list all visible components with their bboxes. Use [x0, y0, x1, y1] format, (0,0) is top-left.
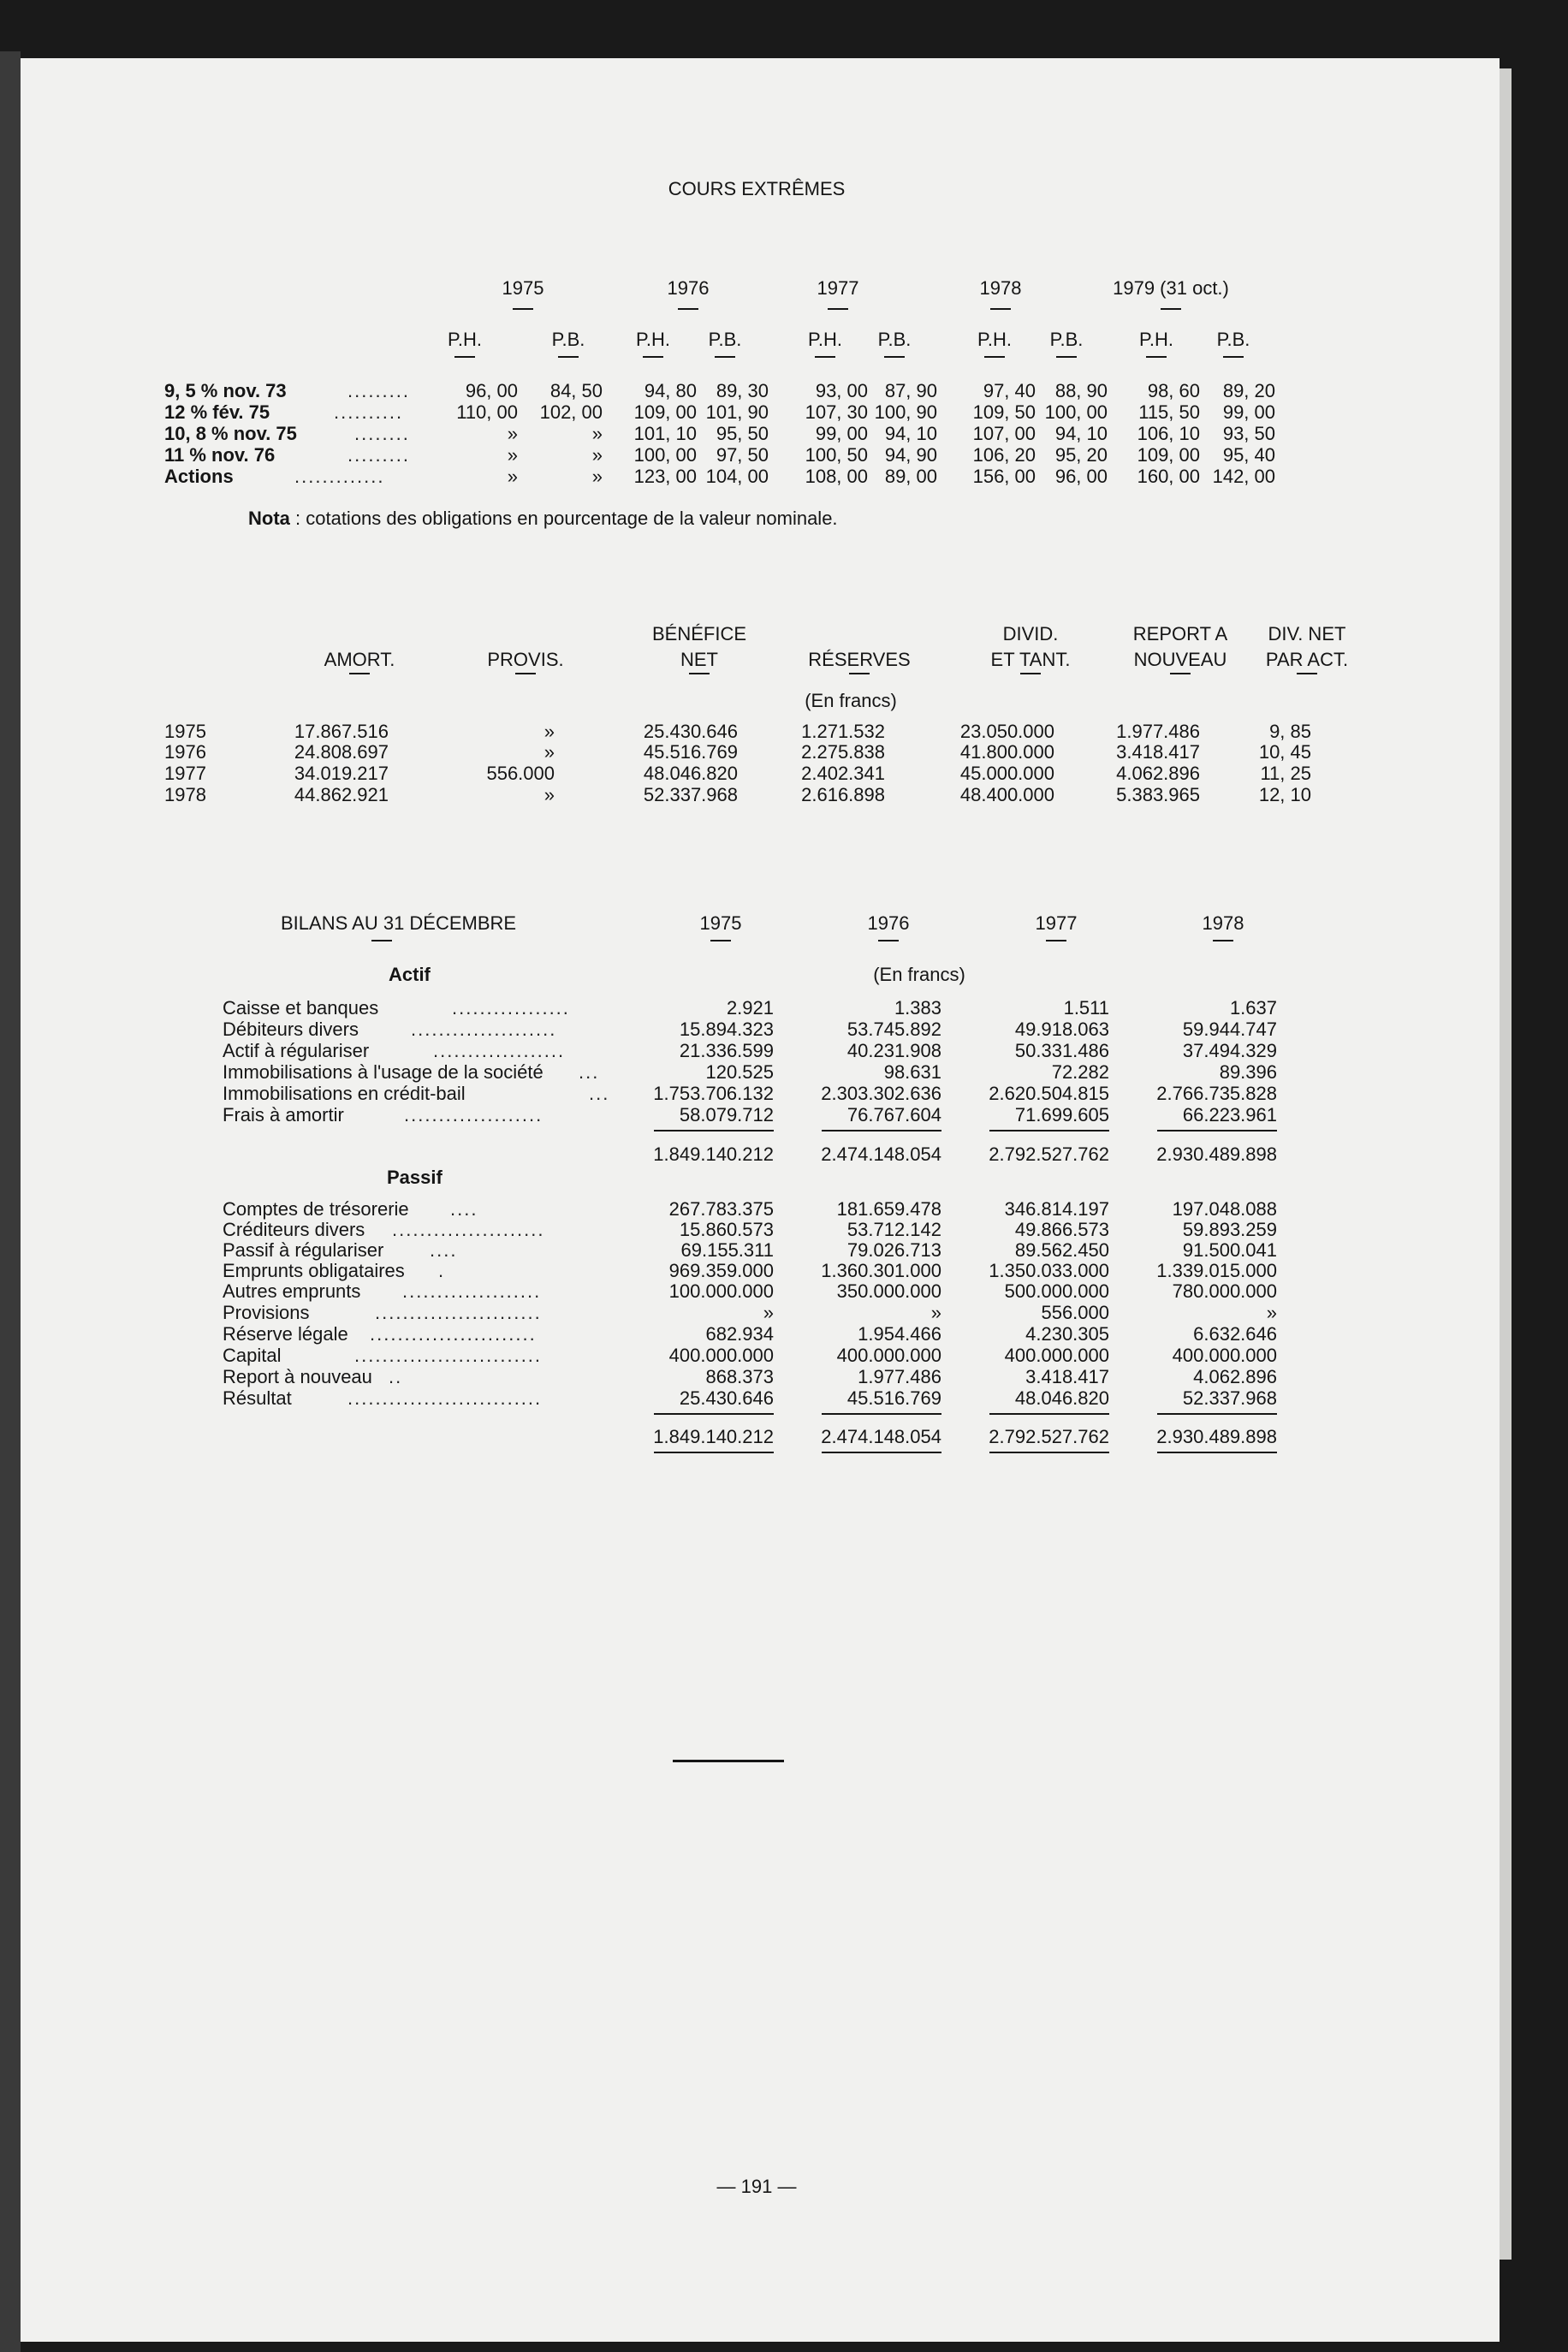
cours-subheader: P.B. [877, 329, 912, 350]
actif-cell: 72.282 [1051, 1061, 1109, 1083]
leader-dots: ........................ [375, 1302, 542, 1323]
cours-subheader: P.B. [708, 329, 742, 350]
cours-cell: 94, 80 [644, 380, 697, 401]
cours-cell: 95, 20 [1054, 444, 1108, 466]
actif-cell: 58.079.712 [679, 1104, 774, 1126]
passif-cell: 1.977.486 [858, 1366, 941, 1387]
cours-cell: 89, 30 [716, 380, 769, 401]
year-dash [878, 940, 899, 941]
actif-row-label: Caisse et banques [223, 997, 379, 1019]
header-amort: AMORT. [324, 649, 395, 670]
passif-cell: 89.562.450 [1014, 1239, 1109, 1261]
passif-row-label: Passif à régulariser [223, 1239, 384, 1261]
actif-cell: 37.494.329 [1182, 1040, 1277, 1061]
cours-title: COURS EXTRÊMES [668, 178, 846, 199]
passif-cell: 181.659.478 [836, 1198, 941, 1220]
actif-total-cell: 2.792.527.762 [989, 1143, 1109, 1165]
passif-row-label: Emprunts obligataires [223, 1260, 405, 1281]
passif-cell: 868.373 [705, 1366, 774, 1387]
cours-cell: » [507, 444, 518, 466]
resultats-cell: 3.418.417 [1116, 741, 1200, 763]
resultats-cell: 2.402.341 [801, 763, 885, 784]
resultats-cell: 45.516.769 [643, 741, 738, 763]
actif-cell: 15.894.323 [679, 1019, 774, 1040]
actif-cell: 71.699.605 [1014, 1104, 1109, 1126]
header-divnet-line1: DIV. NET [1268, 623, 1346, 644]
passif-cell: 79.026.713 [846, 1239, 941, 1261]
subheader-dash [454, 356, 475, 358]
cours-year: 1977 [817, 277, 859, 299]
passif-cell: 25.430.646 [679, 1387, 774, 1409]
actif-cell: 1.753.706.132 [653, 1083, 774, 1104]
header-divnet-line2: PAR ACT. [1265, 649, 1349, 670]
actif-label: Actif [389, 964, 431, 985]
resultats-cell: 23.050.000 [959, 721, 1054, 742]
actif-total-cell: 2.474.148.054 [821, 1143, 941, 1165]
cours-cell: 110, 00 [456, 401, 518, 423]
cours-year: 1976 [667, 277, 710, 299]
bilans-year: 1978 [1202, 912, 1244, 934]
actif-cell: 1.383 [894, 997, 941, 1019]
passif-cell: 15.860.573 [679, 1219, 774, 1240]
leader-dots: ..................... [411, 1019, 557, 1040]
cours-cell: 101, 90 [705, 401, 769, 423]
cours-cell: 160, 00 [1137, 466, 1200, 487]
cours-cell: 115, 50 [1138, 401, 1200, 423]
actif-cell: 49.918.063 [1014, 1019, 1109, 1040]
resultats-cell: 5.383.965 [1116, 784, 1200, 805]
actif-cell: 2.620.504.815 [989, 1083, 1109, 1104]
passif-cell: » [930, 1302, 941, 1323]
cours-row-label: 10, 8 % nov. 75 [164, 423, 297, 444]
resultats-cell: » [543, 721, 555, 742]
subtotal-rule [1157, 1130, 1277, 1131]
passif-cell: 4.062.896 [1193, 1366, 1277, 1387]
actif-cell: 120.525 [705, 1061, 774, 1083]
actif-row-label: Débiteurs divers [223, 1019, 359, 1040]
year-dash [513, 308, 533, 310]
cours-cell: 100, 50 [805, 444, 868, 466]
resultats-cell: 41.800.000 [959, 741, 1054, 763]
passif-label: Passif [387, 1167, 442, 1188]
cours-cell: 96, 00 [465, 380, 518, 401]
cours-cell: » [591, 466, 603, 487]
cours-cell: 94, 10 [884, 423, 937, 444]
cours-cell: 95, 50 [716, 423, 769, 444]
separator-rule [673, 1760, 784, 1762]
cours-cell: 101, 10 [633, 423, 697, 444]
actif-total-cell: 2.930.489.898 [1156, 1143, 1277, 1165]
header-divid-line2: ET TANT. [990, 649, 1071, 670]
actif-cell: 53.745.892 [846, 1019, 941, 1040]
actif-cell: 2.921 [726, 997, 774, 1019]
passif-cell: 969.359.000 [668, 1260, 774, 1281]
leader-dots: ......... [347, 380, 411, 401]
resultats-cell: 1.271.532 [801, 721, 885, 742]
year-dash [828, 308, 848, 310]
actif-cell: 98.631 [883, 1061, 941, 1083]
year-dash [1213, 940, 1233, 941]
passif-cell: 1.350.033.000 [989, 1260, 1109, 1281]
subtotal-rule [822, 1130, 941, 1131]
passif-row-label: Comptes de trésorerie [223, 1198, 409, 1220]
passif-cell: 500.000.000 [1004, 1280, 1109, 1302]
resultats-cell: » [543, 741, 555, 763]
cours-subheader: P.H. [808, 329, 842, 350]
cours-cell: 102, 00 [539, 401, 603, 423]
actif-cell: 40.231.908 [846, 1040, 941, 1061]
subtotal-rule [654, 1130, 774, 1131]
bilans-year: 1977 [1035, 912, 1078, 934]
actif-cell: 66.223.961 [1182, 1104, 1277, 1126]
cours-cell: 106, 10 [1137, 423, 1200, 444]
passif-cell: 780.000.000 [1172, 1280, 1277, 1302]
header-dash [1170, 673, 1191, 674]
resultats-cell: 10, 45 [1258, 741, 1311, 763]
passif-total-cell: 2.792.527.762 [989, 1426, 1109, 1447]
total-rule [654, 1413, 774, 1415]
passif-cell: 556.000 [1041, 1302, 1109, 1323]
header-benefice-line2: NET [680, 649, 718, 670]
passif-total-cell: 1.849.140.212 [653, 1426, 774, 1447]
cours-cell: » [507, 423, 518, 444]
cours-row-label: 12 % fév. 75 [164, 401, 270, 423]
document-page [21, 58, 1500, 2342]
cours-row-label: Actions [164, 466, 234, 487]
cours-row-label: 9, 5 % nov. 73 [164, 380, 287, 401]
resultats-unit: (En francs) [805, 690, 897, 711]
cours-cell: 142, 00 [1212, 466, 1275, 487]
cours-cell: 98, 60 [1147, 380, 1200, 401]
leader-dots: .... [450, 1198, 478, 1220]
cours-cell: 94, 10 [1054, 423, 1108, 444]
subheader-dash [558, 356, 579, 358]
resultats-cell: 52.337.968 [643, 784, 738, 805]
header-dash [689, 673, 710, 674]
cours-cell: 89, 00 [884, 466, 937, 487]
cours-cell: » [507, 466, 518, 487]
cours-cell: 109, 50 [972, 401, 1036, 423]
passif-total-cell: 2.930.489.898 [1156, 1426, 1277, 1447]
header-dash [1020, 673, 1041, 674]
passif-cell: 350.000.000 [836, 1280, 941, 1302]
cours-cell: 93, 00 [815, 380, 868, 401]
leader-dots: ........................ [370, 1323, 537, 1345]
resultats-cell: 44.862.921 [294, 784, 389, 805]
cours-subheader: P.H. [636, 329, 670, 350]
actif-cell: 2.303.302.636 [821, 1083, 941, 1104]
total-underline [822, 1452, 941, 1453]
subtotal-rule [989, 1130, 1109, 1131]
header-dash [515, 673, 536, 674]
passif-row-label: Autres emprunts [223, 1280, 361, 1302]
cours-cell: 104, 00 [705, 466, 769, 487]
passif-cell: 682.934 [705, 1323, 774, 1345]
passif-cell: 48.046.820 [1014, 1387, 1109, 1409]
cours-subheader: P.B. [1049, 329, 1084, 350]
leader-dots: ...................... [392, 1219, 545, 1240]
cours-cell: 123, 00 [633, 466, 697, 487]
total-underline [1157, 1452, 1277, 1453]
nota-label: Nota : cotations des obligations en pourcentage de la valeur nominale. [248, 508, 838, 529]
resultats-cell: 9, 85 [1269, 721, 1311, 742]
passif-cell: 59.893.259 [1182, 1219, 1277, 1240]
passif-row-label: Provisions [223, 1302, 310, 1323]
binding-shadow [0, 51, 21, 2352]
passif-cell: » [1266, 1302, 1277, 1323]
total-underline [989, 1452, 1109, 1453]
header-dash [349, 673, 370, 674]
resultats-cell: 34.019.217 [294, 763, 389, 784]
cours-cell: 94, 90 [884, 444, 937, 466]
passif-cell: 400.000.000 [1004, 1345, 1109, 1366]
actif-cell: 1.637 [1229, 997, 1277, 1019]
header-dash [849, 673, 870, 674]
passif-row-label: Résultat [223, 1387, 292, 1409]
passif-cell: 6.632.646 [1193, 1323, 1277, 1345]
passif-total-cell: 2.474.148.054 [821, 1426, 941, 1447]
cours-cell: 96, 00 [1054, 466, 1108, 487]
cours-cell: 100, 00 [1044, 401, 1108, 423]
cours-cell: » [591, 423, 603, 444]
passif-cell: 49.866.573 [1014, 1219, 1109, 1240]
resultats-year: 1977 [164, 763, 206, 784]
passif-cell: 1.339.015.000 [1156, 1260, 1277, 1281]
passif-cell: 69.155.311 [680, 1239, 774, 1261]
passif-row-label: Réserve légale [223, 1323, 348, 1345]
total-rule [1157, 1413, 1277, 1415]
leader-dots: .. [389, 1366, 403, 1387]
cours-year: 1978 [979, 277, 1022, 299]
resultats-cell: 25.430.646 [643, 721, 738, 742]
subheader-dash [715, 356, 735, 358]
passif-cell: 52.337.968 [1182, 1387, 1277, 1409]
resultats-cell: 48.046.820 [643, 763, 738, 784]
passif-cell: 197.048.088 [1172, 1198, 1277, 1220]
cours-cell: 95, 40 [1222, 444, 1275, 466]
year-dash [990, 308, 1011, 310]
resultats-cell: 24.808.697 [294, 741, 389, 763]
resultats-cell: 45.000.000 [959, 763, 1054, 784]
header-report-line2: NOUVEAU [1133, 649, 1227, 670]
cours-cell: 93, 50 [1222, 423, 1275, 444]
year-dash [1161, 308, 1181, 310]
actif-cell: 21.336.599 [679, 1040, 774, 1061]
passif-cell: 53.712.142 [846, 1219, 941, 1240]
cours-cell: 107, 00 [972, 423, 1036, 444]
resultats-year: 1978 [164, 784, 206, 805]
passif-row-label: Report à nouveau [223, 1366, 372, 1387]
actif-cell: 76.767.604 [846, 1104, 941, 1126]
subheader-dash [815, 356, 835, 358]
total-rule [822, 1413, 941, 1415]
resultats-cell: » [543, 784, 555, 805]
actif-cell: 89.396 [1219, 1061, 1277, 1083]
cours-subheader: P.H. [977, 329, 1012, 350]
cours-cell: 99, 00 [1222, 401, 1275, 423]
cours-subheader: P.H. [1139, 329, 1173, 350]
subheader-dash [1056, 356, 1077, 358]
passif-cell: 400.000.000 [1172, 1345, 1277, 1366]
total-underline [654, 1452, 774, 1453]
passif-cell: 4.230.305 [1025, 1323, 1109, 1345]
resultats-cell: 48.400.000 [959, 784, 1054, 805]
cours-year: 1975 [502, 277, 544, 299]
subheader-dash [884, 356, 905, 358]
cours-subheader: P.H. [448, 329, 482, 350]
cours-cell: 109, 00 [1137, 444, 1200, 466]
passif-cell: 267.783.375 [668, 1198, 774, 1220]
cours-cell: 106, 20 [972, 444, 1036, 466]
cours-cell: 100, 90 [874, 401, 937, 423]
page-edge [1500, 68, 1512, 2260]
actif-row-label: Immobilisations en crédit-bail [223, 1083, 466, 1104]
resultats-year: 1975 [164, 721, 206, 742]
cours-cell: 84, 50 [549, 380, 603, 401]
leader-dots: ........................... [354, 1345, 543, 1366]
leader-dots: ............................ [347, 1387, 543, 1409]
resultats-cell: 4.062.896 [1116, 763, 1200, 784]
passif-cell: 3.418.417 [1025, 1366, 1109, 1387]
resultats-cell: 2.616.898 [801, 784, 885, 805]
actif-cell: 1.511 [1063, 997, 1109, 1019]
year-dash [678, 308, 698, 310]
leader-dots: ... [589, 1083, 610, 1104]
passif-row-label: Créditeurs divers [223, 1219, 365, 1240]
bilans-unit: (En francs) [873, 964, 965, 985]
title-dash [371, 940, 392, 941]
subheader-dash [643, 356, 663, 358]
actif-row-label: Immobilisations à l'usage de la société [223, 1061, 543, 1083]
leader-dots: .......... [334, 401, 404, 423]
header-provis: PROVIS. [487, 649, 564, 670]
resultats-cell: 17.867.516 [294, 721, 389, 742]
cours-cell: 108, 00 [805, 466, 868, 487]
bilans-year: 1976 [867, 912, 910, 934]
resultats-cell: 12, 10 [1258, 784, 1311, 805]
cours-cell: 87, 90 [884, 380, 937, 401]
actif-cell: 2.766.735.828 [1156, 1083, 1277, 1104]
cours-cell: 88, 90 [1054, 380, 1108, 401]
leader-dots: ................... [433, 1040, 566, 1061]
subheader-dash [1223, 356, 1244, 358]
header-divid-line1: DIVID. [1002, 623, 1059, 644]
cours-year: 1979 (31 oct.) [1113, 277, 1229, 299]
passif-row-label: Capital [223, 1345, 282, 1366]
leader-dots: .................... [402, 1280, 542, 1302]
leader-dots: ......... [347, 444, 411, 466]
resultats-cell: 2.275.838 [801, 741, 885, 763]
header-dash [1297, 673, 1317, 674]
cours-cell: 97, 40 [983, 380, 1036, 401]
leader-dots: . [438, 1260, 446, 1281]
total-rule [989, 1413, 1109, 1415]
passif-cell: 346.814.197 [1004, 1198, 1109, 1220]
year-dash [1046, 940, 1066, 941]
actif-row-label: Actif à régulariser [223, 1040, 370, 1061]
passif-cell: 45.516.769 [846, 1387, 941, 1409]
bilans-year: 1975 [699, 912, 742, 934]
leader-dots: ... [579, 1061, 600, 1083]
cours-cell: 99, 00 [815, 423, 868, 444]
bilans-title: BILANS AU 31 DÉCEMBRE [281, 912, 517, 934]
actif-row-label: Frais à amortir [223, 1104, 344, 1126]
resultats-cell: 556.000 [486, 763, 555, 784]
cours-cell: 107, 30 [805, 401, 868, 423]
header-reserves: RÉSERVES [808, 649, 911, 670]
passif-cell: 100.000.000 [668, 1280, 774, 1302]
cours-subheader: P.B. [1216, 329, 1250, 350]
passif-cell: 1.360.301.000 [821, 1260, 941, 1281]
leader-dots: ................. [452, 997, 570, 1019]
resultats-cell: 11, 25 [1260, 763, 1311, 784]
cours-cell: 156, 00 [972, 466, 1036, 487]
passif-cell: 1.954.466 [858, 1323, 941, 1345]
actif-cell: 50.331.486 [1014, 1040, 1109, 1061]
actif-total-cell: 1.849.140.212 [653, 1143, 774, 1165]
cours-cell: 109, 00 [633, 401, 697, 423]
year-dash [710, 940, 731, 941]
passif-cell: 400.000.000 [668, 1345, 774, 1366]
actif-cell: 59.944.747 [1182, 1019, 1277, 1040]
nota-text: : cotations des obligations en pourcentage de la valeur nominale. [295, 508, 838, 529]
cours-cell: 97, 50 [716, 444, 769, 466]
passif-cell: 400.000.000 [836, 1345, 941, 1366]
leader-dots: ............. [294, 466, 385, 487]
page-content [21, 58, 1500, 2342]
header-report-line1: REPORT A [1132, 623, 1228, 644]
cours-row-label: 11 % nov. 76 [164, 444, 276, 466]
subheader-dash [984, 356, 1005, 358]
cours-cell: 89, 20 [1222, 380, 1275, 401]
subheader-dash [1146, 356, 1167, 358]
passif-cell: » [763, 1302, 774, 1323]
cours-subheader: P.B. [551, 329, 585, 350]
leader-dots: .................... [404, 1104, 543, 1126]
leader-dots: ........ [354, 423, 410, 444]
page-number: — 191 — [716, 2176, 797, 2197]
header-benefice-line1: BÉNÉFICE [651, 623, 747, 644]
passif-cell: 91.500.041 [1182, 1239, 1277, 1261]
cours-cell: » [591, 444, 603, 466]
resultats-cell: 1.977.486 [1116, 721, 1200, 742]
cours-cell: 100, 00 [633, 444, 697, 466]
resultats-year: 1976 [164, 741, 206, 763]
leader-dots: .... [430, 1239, 458, 1261]
